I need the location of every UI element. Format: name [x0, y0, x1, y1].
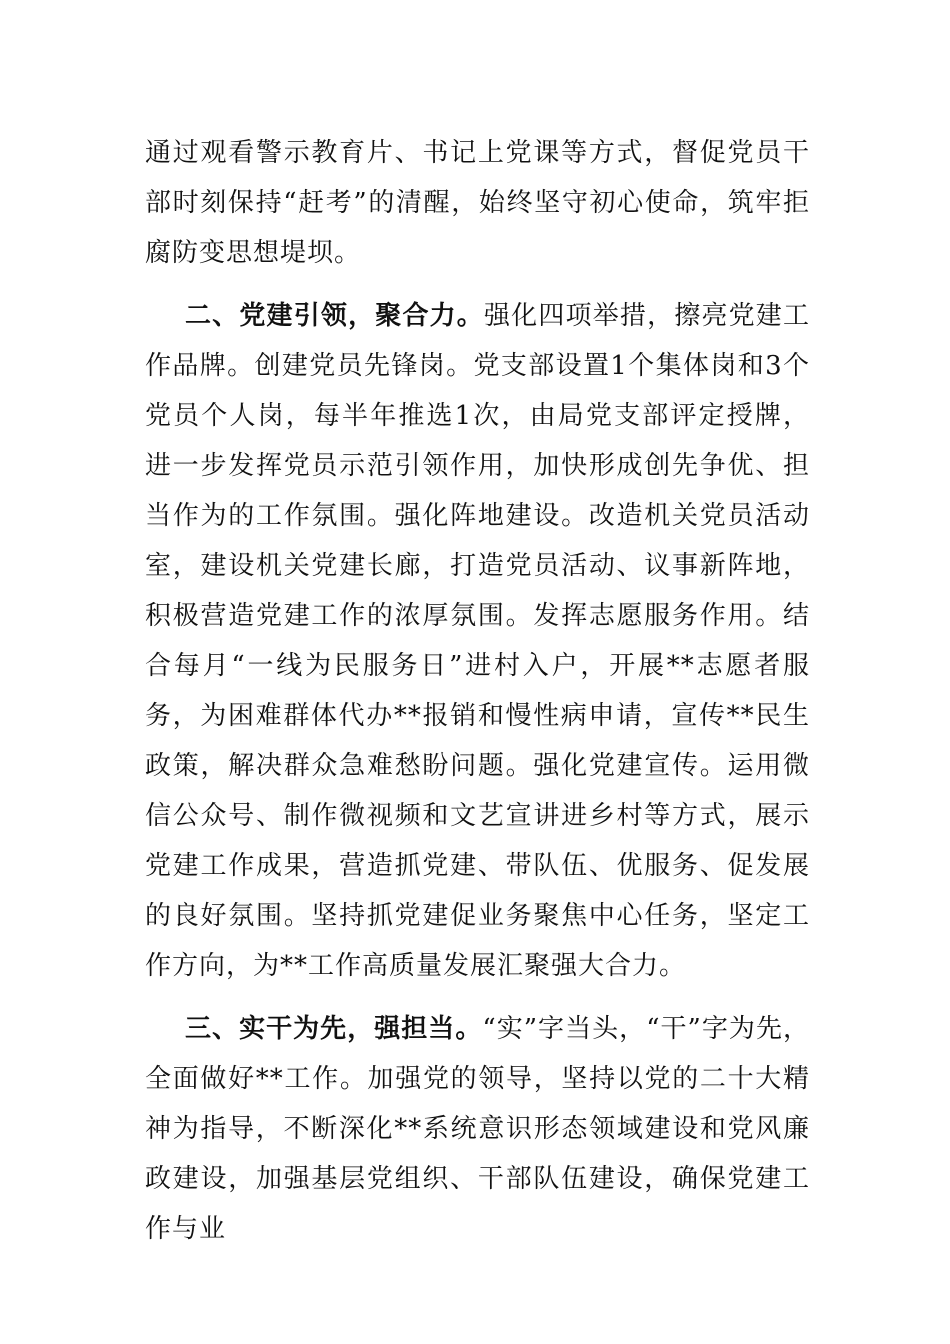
paragraph-text: 通过观看警示教育片、书记上党课等方式，督促党员干部时刻保持“赶考”的清醒，始终坚守初心使命，筑牢拒腐防变思想堤坝。: [145, 138, 810, 268]
section-heading-2: 二、党建引领，聚合力。: [185, 301, 484, 331]
paragraph-continuation: [145, 128, 810, 278]
paragraph-section-2: [145, 291, 810, 991]
paragraph-section-3: [145, 1004, 810, 1254]
paragraph-text: 强化四项举措，擦亮党建工作品牌。创建党员先锋岗。党支部设置1个集体岗和3个党员个人岗，每半年推选1次，由局党支部评定授牌，进一步发挥党员示范引领作用，加快形成创先争优、担当作为的工作氛围。强化阵地建设。改造机关党员活动室，建设机关党建长廊，打造党员活动、议事新阵地，积极营造党建工作的浓厚氛围。发挥志愿服务作用。结合每月“一线为民服务日”进村入户，开展**志愿者服务，为困难群体代办**报销和慢性病申请，宣传**民生政策，解决群众急难愁盼问题。强化党建宣传。运用微信公众号、制作微视频和文艺宣讲进乡村等方式，展示党建工作成果，营造抓党建、带队伍、优服务、促发展的良好氛围。坚持抓党建促业务聚焦中心任务，坚定工作方向，为**工作高质量发展汇聚强大合力。: [145, 301, 810, 981]
section-heading-3: 三、实干为先，强担当。: [185, 1014, 483, 1044]
paragraph-text: “实”字当头，“干”字为先，全面做好**工作。加强党的领导，坚持以党的二十大精神为指导，不断深化**系统意识形态领域建设和党风廉政建设，加强基层党组织、干部队伍建设，确保党建工作与业: [145, 1014, 810, 1244]
document-body: [145, 128, 810, 1254]
